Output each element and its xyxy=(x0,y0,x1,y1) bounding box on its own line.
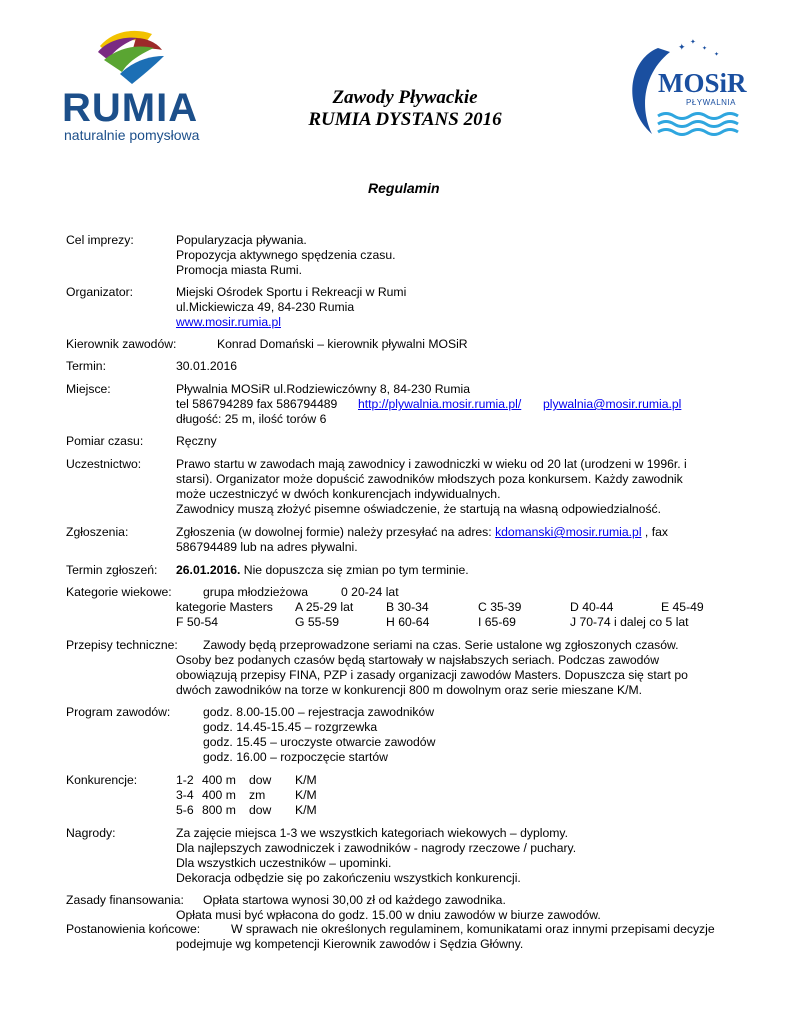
event-title-line1: Zawody Pływackie xyxy=(332,87,478,108)
rumia-logo-name: RUMIA xyxy=(62,86,199,130)
zgloszenia-email-link[interactable]: kdomanski@mosir.rumia.pl xyxy=(495,525,642,539)
svg-text:✦: ✦ xyxy=(714,51,720,58)
kierownik-label: Kierownik zawodów: xyxy=(66,337,177,351)
kategorie-cell: I 65-69 xyxy=(478,615,516,629)
mosir-logo-sub: PŁYWALNIA xyxy=(686,98,736,107)
pomiar-label: Pomiar czasu: xyxy=(66,434,144,448)
cel-label: Cel imprezy: xyxy=(66,233,134,247)
termin-zgloszen-label: Termin zgłoszeń: xyxy=(66,563,158,577)
rumia-logo-tagline: naturalnie pomysłowa xyxy=(64,127,200,143)
program-item: godz. 8.00-15.00 – rejestracja zawodników xyxy=(203,705,435,719)
organizator-line: ul.Mickiewicza 49, 84-230 Rumia xyxy=(176,300,355,314)
termin-zgloszen-date: 26.01.2016. xyxy=(176,563,241,577)
finansowanie-label: Zasady finansowania: xyxy=(66,893,184,907)
termin-value: 30.01.2016 xyxy=(176,359,237,373)
konkurencje-no: 5-6 xyxy=(176,803,194,817)
doc-title: Regulamin xyxy=(368,180,440,196)
cel-line: Propozycja aktywnego spędzenia czasu. xyxy=(176,248,396,262)
organizator-label: Organizator: xyxy=(66,285,134,299)
program-item: godz. 15.45 – uroczyste otwarcie zawodów xyxy=(203,735,436,749)
miejsce-email-link[interactable]: plywalnia@mosir.rumia.pl xyxy=(543,397,682,411)
kierownik-value: Konrad Domański – kierownik pływalni MOSiR xyxy=(217,337,468,351)
konkurencje-label: Konkurencje: xyxy=(66,773,138,787)
uczestnictwo-line: Zawodnicy muszą złożyć pisemne oświadczenie, że startują na własną odpowiedzialność. xyxy=(176,502,662,516)
przepisy-line: obowiązują przepisy FINA, PZP i zasady organizacji zawodów Masters. Dopuszcza się start po xyxy=(176,668,688,682)
miejsce-line1: Pływalnia MOSiR ul.Rodziewiczówny 8, 84-230 Rumia xyxy=(176,382,470,396)
konkurencje-style: dow xyxy=(249,803,272,817)
zgloszenia-line2: 586794489 lub na adres pływalni. xyxy=(176,540,358,554)
kategorie-masters-label: kategorie Masters xyxy=(176,600,273,614)
konkurencje-style: dow xyxy=(249,773,272,787)
konkurencje-sex: K/M xyxy=(295,773,317,787)
svg-text:✦: ✦ xyxy=(702,45,708,52)
konkurencje-style: zm xyxy=(249,788,266,802)
zgloszenia-text: Zgłoszenia (w dowolnej formie) należy przesyłać na adres: xyxy=(176,525,492,539)
przepisy-line: Osoby bez podanych czasów będą startowały w najsłabszych seriach. Podczas zawodów xyxy=(176,653,660,667)
uczestnictwo-line: może uczestniczyć w dwóch konkurencjach indywidualnych. xyxy=(176,487,501,501)
kategorie-cell: B 30-34 xyxy=(386,600,429,614)
zgloszenia-fax: , fax xyxy=(641,525,668,539)
termin-zgloszen-text: Nie dopuszcza się zmian po tym terminie. xyxy=(240,563,469,577)
finansowanie-line: Opłata startowa wynosi 30,00 zł od każdego zawodnika. xyxy=(203,893,506,907)
program-item: godz. 14.45-15.45 – rozgrzewka xyxy=(203,720,378,734)
zgloszenia-line1 xyxy=(176,525,668,540)
nagrody-line: Dla najlepszych zawodniczek i zawodników - nagrody rzeczowe / puchary. xyxy=(176,841,577,855)
kategorie-youth-label: grupa młodzieżowa xyxy=(203,585,309,599)
svg-text:✦: ✦ xyxy=(690,38,696,46)
program-label: Program zawodów: xyxy=(66,705,171,719)
kategorie-label: Kategorie wiekowe: xyxy=(66,585,172,599)
przepisy-line: dwóch zawodników na torze w konkurencji 800 m dowolnym oraz serie mieszane K/M. xyxy=(176,683,643,697)
uczestnictwo-line: starsi). Organizator może dopuścić zawodników młodszych poza konkursem. Każdy zawodnik xyxy=(176,472,683,486)
miejsce-tel: tel 586794289 fax 586794489 xyxy=(176,397,338,411)
miejsce-line3: długość: 25 m, ilość torów 6 xyxy=(176,412,327,426)
kategorie-cell: G 55-59 xyxy=(295,615,340,629)
nagrody-line: Dla wszystkich uczestników – upominki. xyxy=(176,856,392,870)
konkurencje-dist: 400 m xyxy=(202,788,236,802)
konkurencje-dist: 800 m xyxy=(202,803,236,817)
kategorie-cell: D 40-44 xyxy=(570,600,614,614)
kategorie-cell: E 45-49 xyxy=(661,600,704,614)
postanowienia-line: W sprawach nie określonych regulaminem, komunikatami oraz innymi przepisami decyzje xyxy=(231,922,715,936)
kategorie-cell: F 50-54 xyxy=(176,615,219,629)
mosir-logo xyxy=(618,38,768,148)
cel-line: Promocja miasta Rumi. xyxy=(176,263,302,277)
postanowienia-line: podejmuje wg kompetencji Kierownik zawodów i Sędzia Główny. xyxy=(176,937,524,951)
organizator-line: Miejski Ośrodek Sportu i Rekreacji w Rumi xyxy=(176,285,407,299)
termin-zgloszen-value xyxy=(176,563,469,578)
cel-line: Popularyzacja pływania. xyxy=(176,233,307,247)
nagrody-line: Dekoracja odbędzie się po zakończeniu wszystkich konkurencji. xyxy=(176,871,521,885)
uczestnictwo-line: Prawo startu w zawodach mają zawodnicy i zawodniczki w wieku od 20 lat (urodzeni w 1996r. i xyxy=(176,457,687,471)
miejsce-url-link[interactable]: http://plywalnia.mosir.rumia.pl/ xyxy=(358,397,522,411)
termin-label: Termin: xyxy=(66,359,106,373)
przepisy-label: Przepisy techniczne: xyxy=(66,638,178,652)
konkurencje-no: 3-4 xyxy=(176,788,194,802)
kategorie-cell: H 60-64 xyxy=(386,615,430,629)
uczestnictwo-label: Uczestnictwo: xyxy=(66,457,142,471)
rumia-logo-mark xyxy=(96,26,166,86)
kategorie-youth-value: 0 20-24 lat xyxy=(341,585,399,599)
organizator-website-link[interactable]: www.mosir.rumia.pl xyxy=(176,315,281,329)
kategorie-cell: C 35-39 xyxy=(478,600,522,614)
event-title-line2: RUMIA DYSTANS 2016 xyxy=(308,109,502,130)
przepisy-line: Zawody będą przeprowadzone seriami na czas. Serie ustalone wg zgłoszonych czasów. xyxy=(203,638,679,652)
kategorie-cell: J 70-74 i dalej co 5 lat xyxy=(570,615,689,629)
rumia-logo xyxy=(62,26,202,144)
konkurencje-sex: K/M xyxy=(295,788,317,802)
nagrody-line: Za zajęcie miejsca 1-3 we wszystkich kategoriach wiekowych – dyplomy. xyxy=(176,826,568,840)
konkurencje-sex: K/M xyxy=(295,803,317,817)
svg-text:✦: ✦ xyxy=(678,43,686,53)
mosir-logo-name: MOSiR xyxy=(658,68,747,98)
konkurencje-dist: 400 m xyxy=(202,773,236,787)
kategorie-cell: A 25-29 lat xyxy=(295,600,354,614)
finansowanie-line: Opłata musi być wpłacona do godz. 15.00 w dniu zawodów w biurze zawodów. xyxy=(176,908,601,922)
program-item: godz. 16.00 – rozpoczęcie startów xyxy=(203,750,388,764)
zgloszenia-label: Zgłoszenia: xyxy=(66,525,129,539)
miejsce-label: Miejsce: xyxy=(66,382,111,396)
pomiar-value: Ręczny xyxy=(176,434,217,448)
postanowienia-label: Postanowienia końcowe: xyxy=(66,922,201,936)
konkurencje-no: 1-2 xyxy=(176,773,194,787)
nagrody-label: Nagrody: xyxy=(66,826,116,840)
